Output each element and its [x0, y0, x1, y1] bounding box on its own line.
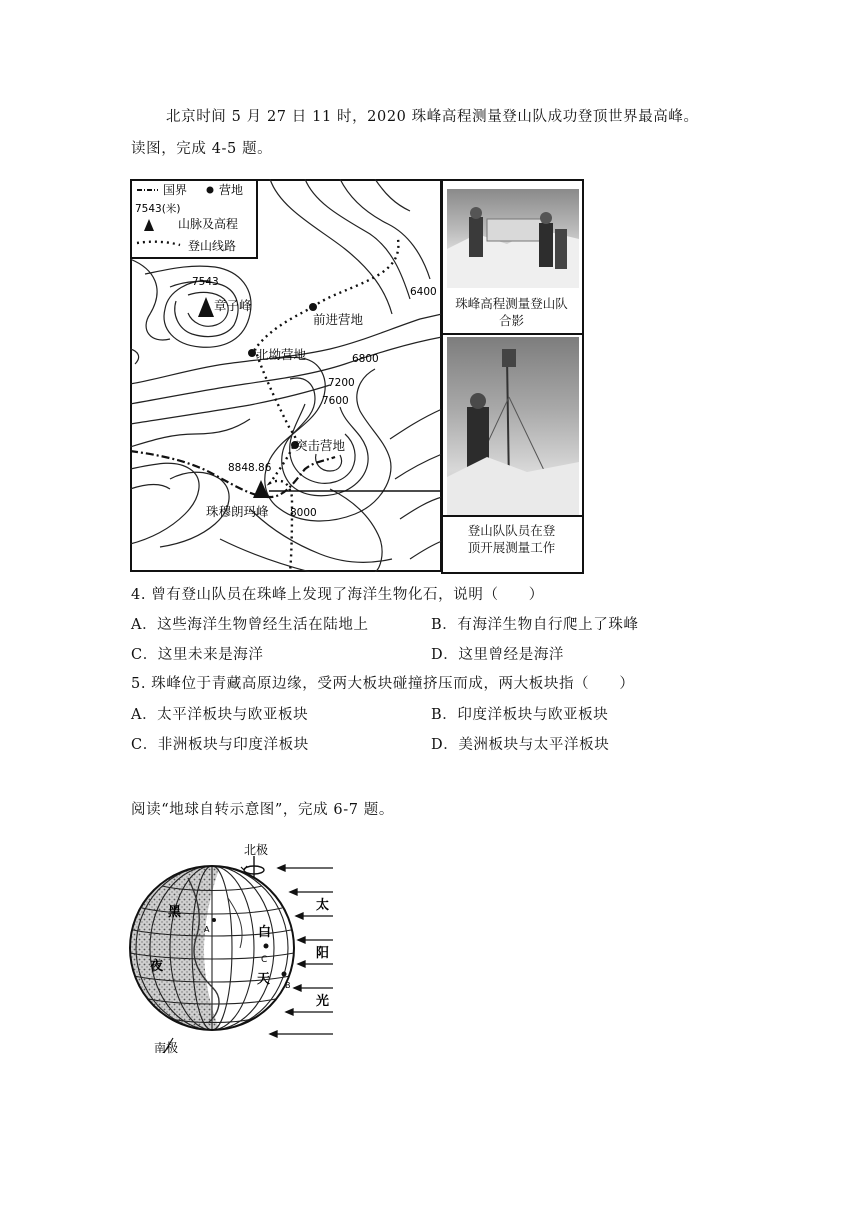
assault-camp-label: 突击营地: [295, 438, 346, 453]
caption-1-line-2: 合影: [498, 313, 524, 328]
white-label: 白: [258, 925, 272, 940]
question-4-option-d: D．这里曾经是海洋: [431, 647, 565, 663]
caption-2-line-1: 登山队队员在登: [467, 523, 556, 538]
contour-7600-label: 7600: [322, 395, 349, 407]
black-label: 黑: [168, 905, 182, 920]
intro-line-1: 北京时间 5 月 27 日 11 时，2020 珠峰高程测量登山队成功登顶世界最高峰。: [166, 109, 699, 125]
legend-route-label: 登山线路: [188, 239, 237, 253]
point-c-label: C: [261, 955, 268, 965]
night-label: 夜: [150, 959, 164, 974]
everest-label: 珠穆朗玛峰: [206, 504, 269, 519]
legend-elev-sample: 7543(米): [135, 203, 181, 215]
caption-2-line-2: 顶开展测量工作: [467, 540, 556, 555]
question-5-stem: 5. 珠峰位于青藏高原边缘，受两大板块碰撞挤压而成，两大板块指（ ）: [131, 676, 635, 692]
topographic-map: [130, 179, 442, 572]
survey-photo-caption: [443, 522, 580, 556]
zhangzi-elev-label: 7543: [192, 276, 219, 288]
legend-mountain-label: 山脉及高程: [178, 217, 239, 231]
contour-8000-label: 8000: [290, 507, 317, 519]
legend-camp-label: 营地: [219, 183, 244, 197]
advance-camp-dot: [309, 303, 317, 311]
point-b-label: B: [285, 981, 291, 990]
survey-photo: [447, 337, 579, 515]
earth-rotation-diagram: [128, 838, 340, 1054]
question-5-option-c: C．非洲板块与印度洋板块: [131, 737, 309, 753]
divider-line: [441, 333, 582, 335]
map-legend: [131, 180, 257, 258]
contour-6400-label: 6400: [410, 286, 437, 298]
point-a-label: A: [204, 925, 210, 934]
team-photo: [447, 189, 579, 288]
question-4-option-a: A．这些海洋生物曾经生活在陆地上: [131, 617, 369, 633]
question-4-option-c: C．这里未来是海洋: [131, 647, 264, 663]
advance-camp-label: 前进营地: [313, 312, 364, 327]
south-pole-label: 南极: [154, 1041, 179, 1054]
intro-line-2: 读图，完成 4-5 题。: [131, 141, 273, 157]
contour-7200-label: 7200: [328, 377, 355, 389]
sun-label-3: 光: [316, 994, 330, 1009]
question-4-option-b: B．有海洋生物自行爬上了珠峰: [431, 617, 639, 633]
sun-label-1: 太: [316, 898, 330, 913]
divider-line-2: [441, 515, 582, 517]
intro-2: 阅读“地球自转示意图”，完成 6-7 题。: [131, 802, 394, 818]
question-5-option-d: D．美洲板块与太平洋板块: [431, 737, 610, 753]
question-5-option-a: A．太平洋板块与欧亚板块: [131, 707, 309, 723]
day-label: 天: [257, 972, 271, 987]
contour-6800-label: 6800: [352, 353, 379, 365]
legend-border-label: 国界: [163, 183, 188, 197]
north-pole-label: 北极: [244, 843, 269, 857]
zhangzi-label: 章子峰: [214, 298, 252, 313]
question-5-option-b: B．印度洋板块与欧亚板块: [431, 707, 609, 723]
north-col-camp-label: 北坳营地: [256, 347, 307, 362]
team-photo-caption: [443, 295, 580, 329]
question-4-stem: 4. 曾有登山队员在珠峰上发现了海洋生物化石，说明（ ）: [131, 587, 544, 603]
caption-1-line-1: 珠峰高程测量登山队: [455, 296, 568, 311]
everest-elev-label: 8848.86: [228, 462, 272, 474]
sun-label-2: 阳: [316, 946, 330, 961]
north-col-camp-dot: [248, 349, 256, 357]
